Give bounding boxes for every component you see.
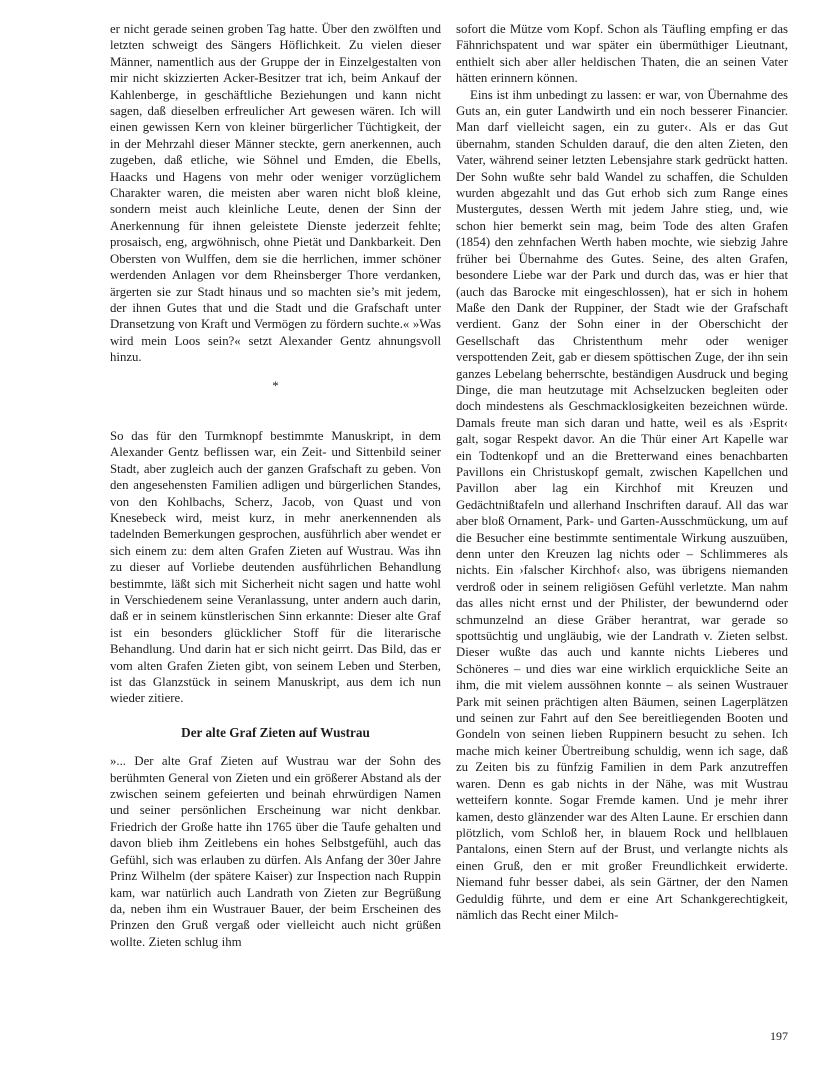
paragraph: »... Der alte Graf Zieten auf Wustrau war der Sohn des berühmten General von Zieten und ein größerer Abstand als der zwischen seinem gefeierten und beinah ehrwürdigen Namen und seiner persönlichen Erscheinung war nicht denkbar. Friedrich der Große hatte ihn 1765 über die Taufe gehalten und davon blieb ihm Zeitlebens ein hohes Selbstgefühl, auch das Gefühl, sich was erlauben zu dürfen. Als Anfang der 30er Jahre Prinz Wilhelm (der spätere Kaiser) zur Inspection nach Ruppin kam, war natürlich auch Landrath von Zieten zur Begrüßung da, neben ihm ein Wustrauer Bauer, der beim Erscheinen des Prinzen den Gruß vergaß oder vielleicht auch nicht grüßen wollte. Zieten schlug ihm [110, 754, 441, 949]
paragraph: sofort die Mütze vom Kopf. Schon als Täufling empfing er das Fähnrichspatent und war später ein übermüthiger Lieutnant, enthielt sich aber aller heldischen Thaten, die an seinen Vater hätten erinnern können. [456, 22, 788, 86]
section-heading: Der alte Graf Zieten auf Wustrau [181, 724, 370, 740]
paragraph: er nicht gerade seinen groben Tag hatte. Über den zwölften und letzten schweigt des Sängers Höflichkeit. Zu vielen dieser Männer, namentlich aus der Gruppe der in Einzelgestalten von mir nicht skizzierten Acker-Besitzer trat ich, beim Ankauf der Kahlenberge, in geschäftliche Beziehungen und kann nicht sagen, daß dieselben erfreulicher Art gewesen wären. Ich will einen gewissen Kern von kleiner bürgerlicher Tüchtigkeit, der in der Mehrzahl dieser Männer steckte, gern anerkennen, auch zugeben, daß etliche, wie Söhnel und Emden, die Ebells, Haacks und Hagens von mehr oder weniger vorzüglichem Charakter waren, die meisten aber waren nicht bloß kleine, sondern meist auch kleinliche Leute, denen der Sinn der Anerkennung für ihnen geleistete Dienste jederzeit fehlte; prosaisch, eng, argwöhnisch, ohne Pietät und Dankbarkeit. Den Obersten von Wulffen, dem sie die herrlichen, immer schöner werdenden Anlagen vor dem Rheinsberger Thore verdanken, ärgerten sie zur Stadt hinaus und so machten sie’s mit jedem, der ihnen Gutes that und die Stadt und die Grafschaft unter Dransetzung von Kraft und Vermögen zu fördern suchte.« »Was wird mein Loos sein?« setzt Alexander Gentz ahnungsvoll hinzu. [110, 22, 441, 365]
paragraph: Eins ist ihm unbedingt zu lassen: er war, von Übernahme des Guts an, ein guter Landwirth und ein noch besserer Financier. Man darf vielleicht sagen, ein zu guter‹. Als er das Gut übernahm, standen Schulden darauf, die den alten Zieten, den Vater, während seiner letzten Lebensjahre stark gedrückt hatten. Der Sohn wußte sehr bald Wandel zu schaffen, die Schulden wurden abgezahlt und das Gut erhob sich zum Range eines Mustergutes, dessen Werth mit jedem Jahre stieg, und, wie schon hier bemerkt sein mag, beim Tode des alten Grafen (1854) den zehnfachen Werth haben mochte, wie siebzig Jahre früher bei Übernahme des Gutes. Seine, des alten Grafen, besondere Liebe war der Park und durch das, was er hier that (auch das Barocke mit eingeschlossen), hat er sich in hohem Maße den Dank der Ruppiner, der Stadt wie der Grafschaft verdient. Ganz der Sohn einer in der Oberschicht der Gesellschaft das Christenthum mehr oder weniger verspottenden Zeit, gab er diesem spöttischen Zuge, der ihn sein ganzes Lebelang beherrschte, beständigen Ausdruck und beging Dinge, die man heutzutage mit Achselzucken begleiten oder doch mindestens als Geschmacklosigkeiten bezeichnen würde. Damals freute man sich daran und hatte, weil es als ›Esprit‹ galt, sogar Respekt davor. An die Thür einer Art Kapelle war ein Todtenkopf und an die Bretterwand eines benachbarten Pavillons ein Christuskopf gemalt, zwischen Kapellchen und Pavillon aber lag ein Kirchhof mit Kreuzen und Gedächtnißtafeln und allerhand Inschriften darauf. All das war aber bloß Ornament, Park- und Garten-Ausschmückung, um auf die Besucher eine bestimmte sentimentale Wirkung auszuüben, denn unter den Kreuzen lag nichts oder – Schlimmeres als nichts. Ein ›falscher Kirchhof‹ also, was übrigens niemanden verdroß oder in seinem religiösen Gefühl verletzte. Man nahm das alles nicht ernst und der Philister, der bewundernd oder schmunzelnd an diese Gräber herantrat, war gerade so spottsüchtig und ungläubig, wie der Landrath v. Zieten selbst. Dieser wußte das auch und kannte nichts Lieberes und Schöneres – und dies war eine wirklich erquickliche Seite an ihm, die mit vielem aussöhnen konnte – als seinen Wustrauer Park mit seinen prächtigen alten Bäumen, seinen Lagerplätzen und seinen zur Fahrt auf den See bereitliegenden Booten und Gondeln von seinen lieben Ruppinern besucht zu sehen. Ich mache mich keiner Übertreibung schuldig, wenn ich sage, daß zu Zeiten bis zu fünfzig Familien in dem Park anzutreffen waren. Denn es gab nichts in der Nähe, was mit Wustrau wetteifern konnte. Sogar Fremde kamen. Und je mehr ihrer kamen, desto glänzender war des Alten Laune. Er erschien dann plötzlich, vom Schloß her, in blauem Rock und hellblauen Pantalons, einen Stern auf der Brust, und verlangte nichts als einen Gruß, den er mit großer Freundlichkeit erwiderte. Niemand fuhr besser dabei, als sein Gärtner, der den Namen Geduldig führte, und dem er eine Art Schankgerechtigkeit, nämlich das Recht einer Milch- [456, 87, 788, 922]
section-separator: * [272, 378, 279, 393]
paragraph: So das für den Turmknopf bestimmte Manuskript, in dem Alexander Gentz beflissen war, ein Zeit- und Sittenbild seiner Stadt, aber zugleich auch der ganzen Grafschaft zu geben. Von den angesehensten Familien adligen und bürgerlichen Standes, von den Kohlbachs, Scherz, Jacob, von Quast und von Knesebeck wird, meist kurz, in mehr anerkennenden als tadelnden Bemerkungen gesprochen, ausführlich aber wendet er sich einem zu: dem alten Grafen Zieten auf Wustrau. Was ihn zu dieser auf Vorliebe deutenden ausführlichen Behandlung bestimmte, läßt sich mit Sicherheit nicht sagen und hatte wohl in Verschiedenem seine Veranlassung, unter andern auch darin, daß er in seinem künstlerischen Sinn erkannte: Dieser alte Graf ist ein besonders glücklicher Stoff für die literarische Behandlung. Und darin hat er sich nicht geirrt. Das Bild, das er vom alten Grafen Zieten gibt, von seinem Leben und Sterben, ist das Glanzstück in seinem Manuskript, aus dem ich nun wieder zitiere. [110, 428, 441, 706]
right-column [456, 21, 788, 1033]
left-column [110, 21, 441, 1033]
page-number: 197 [770, 1029, 788, 1043]
